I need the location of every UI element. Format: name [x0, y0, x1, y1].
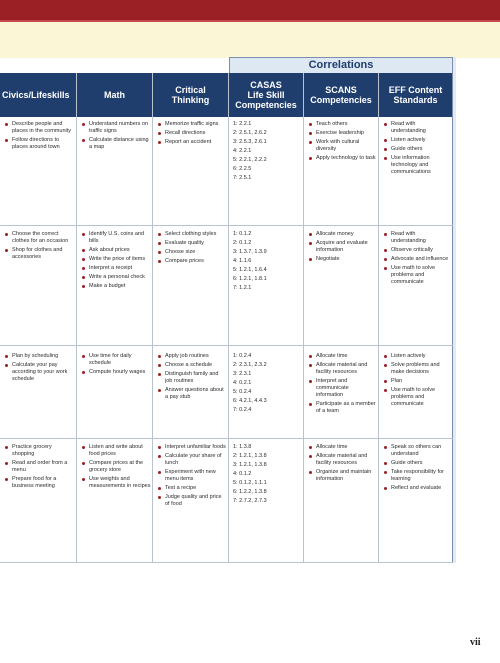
- bullet-icon: [309, 403, 312, 406]
- list-item-text: Use information technology and communications: [391, 155, 431, 175]
- list-item-text: Allocate material and facility resources: [316, 362, 368, 375]
- list-item-text: Read with understanding: [391, 121, 426, 134]
- page-edge-shadow: [453, 57, 456, 563]
- list-item-text: Judge quality and price of food: [165, 494, 222, 507]
- bullet-icon: [158, 260, 161, 263]
- header-critical-thinking: Critical Thinking: [153, 73, 228, 117]
- cell-math: [81, 353, 151, 378]
- row-divider: [0, 345, 453, 346]
- bullet-icon: [384, 148, 387, 151]
- list-item: [383, 378, 451, 385]
- bullet-icon: [158, 496, 161, 499]
- list-item-text: Acquire and evaluate information: [316, 240, 368, 253]
- casas-code: 3: 2.3.1: [233, 371, 252, 377]
- list-item: [157, 453, 227, 467]
- bullet-icon: [309, 242, 312, 245]
- list-item: [4, 247, 74, 261]
- casas-code: 4: 0.2.1: [233, 380, 252, 386]
- list-item: [383, 137, 451, 144]
- bullet-list: [157, 353, 227, 401]
- header-scans: SCANS Competencies: [304, 73, 378, 117]
- bullet-icon: [5, 478, 8, 481]
- list-item: [308, 378, 376, 399]
- bullet-list: [157, 444, 227, 508]
- list-item: [157, 469, 227, 483]
- list-item: [157, 494, 227, 508]
- casas-code: 6: 4.2.1, 4.4.3: [233, 398, 267, 404]
- bullet-icon: [5, 233, 8, 236]
- list-item: [157, 258, 227, 265]
- cell-eff: [383, 353, 451, 410]
- bullet-list: [81, 121, 151, 151]
- cell-math: [81, 231, 151, 292]
- cell-casas: [233, 353, 301, 416]
- list-item-text: Describe people and places in the community: [12, 121, 71, 134]
- bullet-icon: [158, 455, 161, 458]
- list-item: [4, 362, 74, 383]
- cell-math: [81, 444, 151, 492]
- bullet-icon: [82, 139, 85, 142]
- list-item-text: Speak so others can understand: [391, 444, 442, 457]
- cell-scans: [308, 353, 376, 417]
- bullet-icon: [384, 364, 387, 367]
- list-item-text: Take responsibility for learning: [391, 469, 444, 482]
- top-color-band: [0, 0, 500, 20]
- bullet-list: [308, 121, 376, 162]
- list-item: [81, 444, 151, 458]
- bullet-icon: [384, 249, 387, 252]
- cell-critical-thinking: [157, 121, 227, 148]
- bullet-icon: [384, 355, 387, 358]
- header-casas: CASAS Life Skill Competencies: [229, 73, 303, 117]
- bullet-list: [81, 444, 151, 490]
- cell-critical-thinking: [157, 444, 227, 510]
- correlations-table: [0, 73, 453, 563]
- list-item-text: Advocate and influence: [391, 256, 449, 262]
- cell-scans: [308, 444, 376, 485]
- bullet-icon: [309, 455, 312, 458]
- casas-code: 1: 0.1.2: [233, 231, 252, 237]
- list-item: [4, 444, 74, 458]
- list-item: [4, 460, 74, 474]
- list-item-text: Practice grocery shopping: [12, 444, 52, 457]
- casas-code: 1: 0.2.4: [233, 353, 252, 359]
- casas-code: 7: 0.2.4: [233, 407, 252, 413]
- bullet-list: [157, 231, 227, 265]
- list-item: [157, 240, 227, 247]
- casas-code: 5: 0.2.4: [233, 389, 252, 395]
- bullet-icon: [309, 471, 312, 474]
- list-item: [383, 155, 451, 176]
- list-item-text: Test a recipe: [165, 485, 197, 491]
- list-item: [157, 371, 227, 385]
- list-item: [308, 362, 376, 376]
- casas-code: 3: 1.3.7, 1.3.9: [233, 249, 267, 255]
- row-divider: [0, 562, 453, 563]
- bullet-icon: [309, 132, 312, 135]
- cell-casas: [233, 231, 301, 294]
- list-item-text: Interpret unfamiliar foods: [165, 444, 226, 450]
- casas-code: 6: 1.2.2, 1.3.8: [233, 489, 267, 495]
- bullet-list: [308, 353, 376, 415]
- bullet-icon: [158, 487, 161, 490]
- list-item: [4, 121, 74, 135]
- list-item: [81, 353, 151, 367]
- list-item-text: Exercise leadership: [316, 130, 364, 136]
- bullet-icon: [384, 446, 387, 449]
- casas-code: 3: 2.5.3, 2.6.1: [233, 139, 267, 145]
- list-item-text: Calculate your share of lunch: [165, 453, 222, 466]
- bullet-icon: [5, 123, 8, 126]
- casas-code: 3: 1.2.1, 1.3.8: [233, 462, 267, 468]
- list-item: [157, 231, 227, 238]
- list-item: [157, 121, 227, 128]
- bullet-icon: [158, 471, 161, 474]
- list-item-text: Use math to solve problems and communicate: [391, 265, 436, 285]
- bullet-list: [383, 353, 451, 408]
- bullet-icon: [158, 364, 161, 367]
- list-item-text: Select clothing styles: [165, 231, 217, 237]
- cell-casas: [233, 444, 301, 507]
- bullet-icon: [158, 233, 161, 236]
- bullet-icon: [384, 123, 387, 126]
- list-item-text: Reflect and evaluate: [391, 485, 442, 491]
- list-item: [81, 247, 151, 254]
- list-item-text: Choose the correct clothes for an occasion: [12, 231, 69, 244]
- bullet-list: [383, 444, 451, 492]
- list-item-text: Distinguish family and job routines: [165, 371, 219, 384]
- list-item-text: Interpret a receipt: [89, 265, 133, 271]
- bullet-icon: [158, 355, 161, 358]
- list-item: [383, 121, 451, 135]
- bullet-icon: [82, 249, 85, 252]
- header-eff: EFF Content Standards: [379, 73, 452, 117]
- list-item: [383, 247, 451, 254]
- bullet-list: [383, 231, 451, 286]
- page-number: vii: [470, 637, 481, 648]
- bullet-icon: [82, 446, 85, 449]
- bullet-icon: [384, 471, 387, 474]
- casas-code: 2: 1.2.1, 1.3.8: [233, 453, 267, 459]
- list-item: [308, 353, 376, 360]
- list-item: [4, 476, 74, 490]
- list-item: [157, 130, 227, 137]
- list-item-text: Compute hourly wages: [89, 369, 146, 375]
- bullet-list: [81, 231, 151, 290]
- list-item: [81, 283, 151, 290]
- cell-critical-thinking: [157, 231, 227, 267]
- bullet-icon: [309, 157, 312, 160]
- header-math: Math: [77, 73, 152, 117]
- cell-critical-thinking: [157, 353, 227, 403]
- list-item: [383, 469, 451, 483]
- casas-code: 5: 1.2.1, 1.6.4: [233, 267, 267, 273]
- list-item: [383, 231, 451, 245]
- bullet-icon: [82, 478, 85, 481]
- list-item-text: Guide others: [391, 146, 423, 152]
- list-item: [81, 369, 151, 376]
- casas-code: 4: 0.1.2: [233, 471, 252, 477]
- casas-code: 7: 1.2.1: [233, 285, 252, 291]
- bullet-icon: [82, 233, 85, 236]
- bullet-icon: [82, 462, 85, 465]
- bullet-list: [308, 444, 376, 483]
- list-item-text: Use math to solve problems and communicate: [391, 387, 436, 407]
- list-item-text: Use weights and measurements in recipes: [89, 476, 151, 489]
- casas-code: 2: 0.1.2: [233, 240, 252, 246]
- list-item-text: Report an accident: [165, 139, 212, 145]
- list-item: [383, 460, 451, 467]
- list-item-text: Allocate money: [316, 231, 354, 237]
- list-item-text: Calculate your pay according to your work schedule: [12, 362, 68, 382]
- list-item-text: Allocate time: [316, 444, 348, 450]
- list-item-text: Evaluate quality: [165, 240, 204, 246]
- list-item: [157, 249, 227, 256]
- bullet-icon: [82, 285, 85, 288]
- bullet-icon: [158, 141, 161, 144]
- list-item-text: Calculate distance using a map: [89, 137, 149, 150]
- list-item-text: Recall directions: [165, 130, 206, 136]
- list-item-text: Prepare food for a business meeting: [12, 476, 57, 489]
- list-item-text: Teach others: [316, 121, 348, 127]
- list-item-text: Understand numbers on traffic signs: [89, 121, 149, 134]
- casas-code: 4: 1.1.6: [233, 258, 252, 264]
- bullet-icon: [5, 139, 8, 142]
- list-item: [81, 256, 151, 263]
- bullet-icon: [309, 258, 312, 261]
- bullet-icon: [158, 242, 161, 245]
- bullet-icon: [5, 446, 8, 449]
- list-item: [81, 137, 151, 151]
- bullet-icon: [309, 446, 312, 449]
- list-item-text: Follow directions to places around town: [12, 137, 60, 150]
- list-item-text: Answer questions about a pay stub: [165, 387, 224, 400]
- bullet-icon: [158, 373, 161, 376]
- list-item-text: Use time for daily schedule: [89, 353, 132, 366]
- list-item: [157, 139, 227, 146]
- bullet-list: [157, 121, 227, 146]
- list-item-text: Solve problems and make decisions: [391, 362, 440, 375]
- list-item: [308, 155, 376, 162]
- list-item-text: Plan by scheduling: [12, 353, 59, 359]
- bullet-icon: [384, 389, 387, 392]
- list-item: [308, 469, 376, 483]
- bullet-icon: [5, 364, 8, 367]
- list-item-text: Identify U.S. coins and bills: [89, 231, 145, 244]
- list-item: [308, 240, 376, 254]
- list-item-text: Compare prices: [165, 258, 204, 264]
- bullet-icon: [309, 380, 312, 383]
- bullet-list: [81, 353, 151, 376]
- bullet-icon: [384, 462, 387, 465]
- list-item-text: Listen and write about food prices: [89, 444, 143, 457]
- bullet-icon: [82, 355, 85, 358]
- bullet-icon: [5, 355, 8, 358]
- bullet-list: [383, 121, 451, 176]
- bullet-icon: [309, 364, 312, 367]
- row-divider: [0, 225, 453, 226]
- list-item: [81, 121, 151, 135]
- bullet-icon: [82, 258, 85, 261]
- list-item: [383, 362, 451, 376]
- casas-code: 7: 2.7.2, 2.7.3: [233, 498, 267, 504]
- list-item-text: Write a personal check: [89, 274, 145, 280]
- list-item-text: Write the price of items: [89, 256, 146, 262]
- bullet-icon: [384, 380, 387, 383]
- cell-civics: [4, 444, 74, 492]
- list-item: [157, 353, 227, 360]
- bullet-icon: [82, 267, 85, 270]
- casas-code: 1: 1.3.8: [233, 444, 252, 450]
- list-item-text: Ask about prices: [89, 247, 130, 253]
- bullet-icon: [158, 132, 161, 135]
- bullet-icon: [158, 123, 161, 126]
- list-item-text: Compare prices at the grocery store: [89, 460, 144, 473]
- casas-code: 1: 2.2.1: [233, 121, 252, 127]
- cell-scans: [308, 231, 376, 265]
- list-item: [383, 485, 451, 492]
- list-item: [81, 460, 151, 474]
- row-divider: [0, 438, 453, 439]
- casas-code: 5: 0.1.2, 1.1.1: [233, 480, 267, 486]
- list-item-text: Participate as a member of a team: [316, 401, 376, 414]
- casas-code: 5: 2.2.1, 2.2.2: [233, 157, 267, 163]
- casas-code: 7: 2.5.1: [233, 175, 252, 181]
- bullet-icon: [309, 355, 312, 358]
- list-item: [308, 256, 376, 263]
- list-item-text: Read and order from a menu: [12, 460, 68, 473]
- bullet-icon: [82, 276, 85, 279]
- list-item: [308, 130, 376, 137]
- cell-eff: [383, 231, 451, 288]
- bullet-list: [308, 231, 376, 263]
- list-item: [383, 353, 451, 360]
- list-item-text: Experiment with new menu items: [165, 469, 216, 482]
- bullet-icon: [384, 267, 387, 270]
- correlations-title: Correlations: [308, 59, 374, 71]
- bullet-icon: [384, 139, 387, 142]
- list-item-text: Allocate material and facility resources: [316, 453, 368, 466]
- list-item-text: Memorize traffic signs: [165, 121, 219, 127]
- bullet-icon: [384, 233, 387, 236]
- casas-code: 4: 2.2.1: [233, 148, 252, 154]
- list-item: [383, 265, 451, 286]
- list-item: [4, 353, 74, 360]
- list-item: [308, 401, 376, 415]
- list-item: [157, 387, 227, 401]
- list-item-text: Choose size: [165, 249, 196, 255]
- bullet-icon: [5, 462, 8, 465]
- list-item: [383, 387, 451, 408]
- list-item-text: Organize and maintain information: [316, 469, 372, 482]
- cream-header-strip: [0, 22, 500, 58]
- cell-casas: [233, 121, 301, 184]
- list-item-text: Guide others: [391, 460, 423, 466]
- casas-code: 2: 2.5.1, 2.6.2: [233, 130, 267, 136]
- list-item: [383, 444, 451, 458]
- bullet-list: [4, 121, 74, 151]
- list-item: [157, 444, 227, 451]
- list-item-text: Read with understanding: [391, 231, 426, 244]
- bullet-list: [4, 231, 74, 261]
- list-item: [383, 256, 451, 263]
- cell-math: [81, 121, 151, 153]
- list-item: [81, 274, 151, 281]
- list-item: [308, 121, 376, 128]
- cell-eff: [383, 121, 451, 178]
- list-item: [308, 444, 376, 451]
- list-item-text: Listen actively: [391, 137, 426, 143]
- list-item-text: Negotiate: [316, 256, 340, 262]
- bullet-icon: [5, 249, 8, 252]
- list-item-text: Work with cultural diversity: [316, 139, 360, 152]
- list-item: [81, 265, 151, 272]
- bullet-icon: [384, 258, 387, 261]
- bullet-list: [4, 353, 74, 383]
- list-item-text: Apply job routines: [165, 353, 209, 359]
- cell-eff: [383, 444, 451, 494]
- bullet-list: [4, 444, 74, 490]
- list-item-text: Observe critically: [391, 247, 433, 253]
- list-item: [81, 476, 151, 490]
- bullet-icon: [82, 123, 85, 126]
- cell-civics: [4, 353, 74, 385]
- cell-civics: [4, 121, 74, 153]
- list-item: [308, 453, 376, 467]
- list-item-text: Apply technology to task: [316, 155, 376, 161]
- casas-code: 6: 1.2.1, 1.8.1: [233, 276, 267, 282]
- list-item: [4, 137, 74, 151]
- list-item: [81, 231, 151, 245]
- list-item: [383, 146, 451, 153]
- correlations-header: [229, 57, 453, 73]
- list-item: [308, 231, 376, 238]
- list-item-text: Listen actively: [391, 353, 426, 359]
- list-item: [157, 362, 227, 369]
- list-item-text: Allocate time: [316, 353, 348, 359]
- list-item-text: Shop for clothes and accessories: [12, 247, 63, 260]
- list-item-text: Choose a schedule: [165, 362, 213, 368]
- bullet-icon: [158, 446, 161, 449]
- bullet-icon: [309, 123, 312, 126]
- cell-civics: [4, 231, 74, 263]
- bullet-icon: [309, 233, 312, 236]
- bullet-icon: [82, 371, 85, 374]
- bullet-icon: [309, 141, 312, 144]
- list-item-text: Make a budget: [89, 283, 126, 289]
- casas-code: 2: 2.3.1, 2.3.2: [233, 362, 267, 368]
- cell-scans: [308, 121, 376, 164]
- bullet-icon: [158, 251, 161, 254]
- list-item-text: Interpret and communicate information: [316, 378, 349, 398]
- casas-code: 6: 2.2.5: [233, 166, 252, 172]
- bullet-icon: [158, 389, 161, 392]
- list-item: [308, 139, 376, 153]
- list-item: [4, 231, 74, 245]
- list-item: [157, 485, 227, 492]
- bullet-icon: [384, 157, 387, 160]
- list-item-text: Plan: [391, 378, 403, 384]
- bullet-icon: [384, 487, 387, 490]
- header-civics: Civics/Lifeskills: [0, 73, 76, 117]
